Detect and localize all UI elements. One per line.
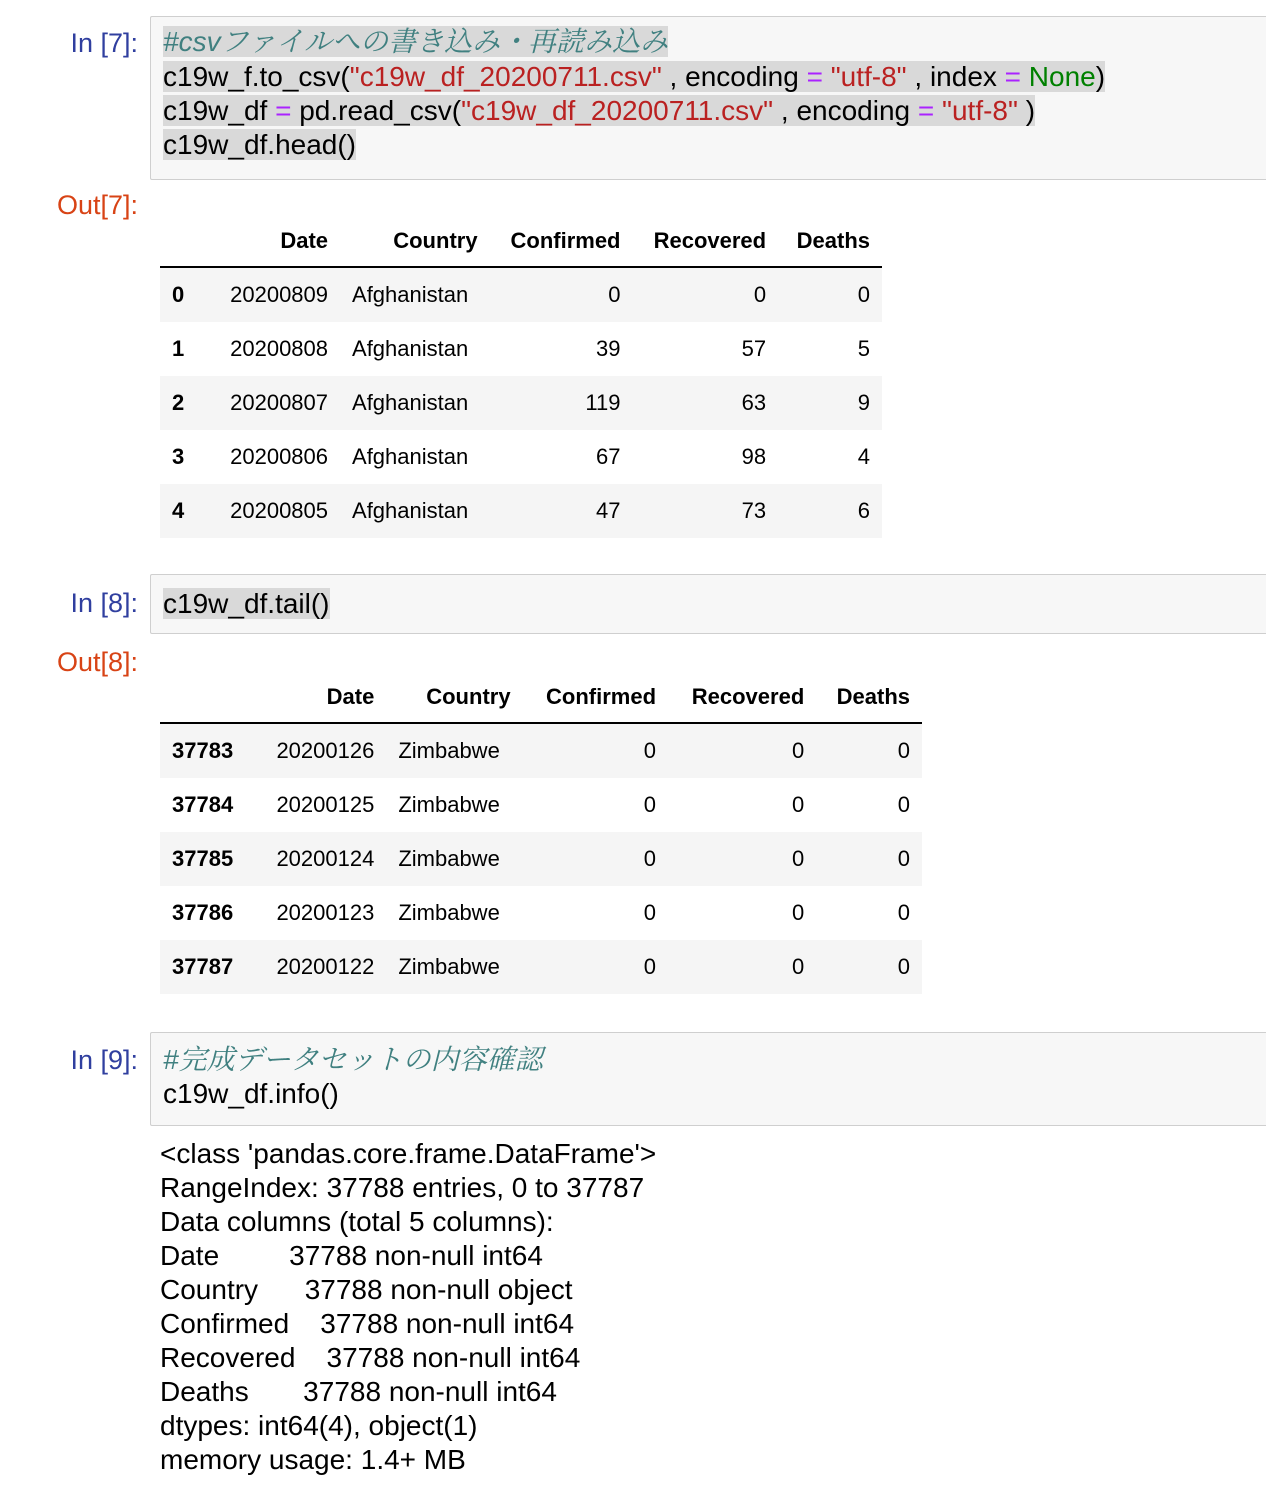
code-line-tail: c19w_df.tail() bbox=[163, 588, 330, 619]
output-line: Deaths 37788 non-null int64 bbox=[160, 1376, 557, 1407]
column-header: Deaths bbox=[778, 216, 882, 267]
output-line: RangeIndex: 37788 entries, 0 to 37787 bbox=[160, 1172, 645, 1203]
cell-country: Afghanistan bbox=[352, 498, 469, 523]
table-row bbox=[160, 832, 922, 886]
cell-country: Afghanistan bbox=[352, 444, 469, 469]
cell-country: Zimbabwe bbox=[398, 846, 500, 871]
column-header: Country bbox=[386, 672, 522, 723]
row-index: 1 bbox=[172, 336, 185, 361]
row-index: 0 bbox=[172, 282, 185, 307]
table-row bbox=[160, 723, 922, 778]
input-prompt: In [9]: bbox=[70, 1045, 138, 1075]
row-index: 4 bbox=[172, 498, 185, 523]
index-header bbox=[160, 672, 254, 723]
row-index: 37787 bbox=[172, 954, 234, 979]
cell-country: Zimbabwe bbox=[398, 738, 500, 763]
column-header: Date bbox=[254, 672, 386, 723]
table-row bbox=[160, 376, 882, 430]
cell-deaths: 9 bbox=[857, 390, 870, 415]
cell-deaths: 0 bbox=[897, 900, 910, 925]
table-row bbox=[160, 778, 922, 832]
column-header: Confirmed bbox=[490, 216, 633, 267]
cell-confirmed: 0 bbox=[643, 846, 657, 871]
row-index: 37786 bbox=[172, 900, 234, 925]
output-prompt: Out[7]: bbox=[56, 190, 138, 220]
cell-recovered: 0 bbox=[792, 792, 805, 817]
cell-country: Afghanistan bbox=[352, 390, 469, 415]
cell-country: Zimbabwe bbox=[398, 792, 500, 817]
cell-date: 20200122 bbox=[276, 954, 375, 979]
table-row bbox=[160, 322, 882, 376]
cell-country: Zimbabwe bbox=[398, 900, 500, 925]
cell-recovered: 0 bbox=[792, 738, 805, 763]
cell-confirmed: 0 bbox=[608, 282, 621, 307]
column-header: Date bbox=[210, 216, 340, 267]
cell-recovered: 0 bbox=[792, 900, 805, 925]
cell-confirmed: 39 bbox=[596, 336, 621, 361]
cell-deaths: 0 bbox=[897, 954, 910, 979]
cell-deaths: 0 bbox=[897, 846, 910, 871]
cell-date: 20200126 bbox=[276, 738, 375, 763]
cell-date: 20200124 bbox=[276, 846, 375, 871]
cell-deaths: 0 bbox=[857, 282, 870, 307]
output-prompt: Out[8]: bbox=[56, 647, 138, 677]
cell-date: 20200806 bbox=[230, 444, 329, 469]
row-index: 3 bbox=[172, 444, 185, 469]
cell-date: 20200809 bbox=[230, 282, 329, 307]
cell-date: 20200808 bbox=[230, 336, 329, 361]
cell-recovered: 0 bbox=[753, 282, 767, 307]
column-header: Confirmed bbox=[523, 672, 668, 723]
cell-country: Afghanistan bbox=[352, 336, 469, 361]
input-prompt: In [8]: bbox=[70, 588, 138, 618]
cell-deaths: 6 bbox=[857, 498, 870, 523]
code-input-area[interactable] bbox=[150, 16, 1266, 180]
cell-confirmed: 47 bbox=[596, 498, 621, 523]
cell-deaths: 0 bbox=[897, 792, 910, 817]
code-comment: #csvファイルへの書き込み・再読み込み bbox=[163, 26, 669, 57]
cell-recovered: 98 bbox=[741, 444, 767, 469]
column-header: Country bbox=[340, 216, 490, 267]
output-line: memory usage: 1.4+ MB bbox=[160, 1444, 466, 1475]
code-line-to-csv: c19w_f.to_csv("c19w_df_20200711.csv" , encoding = "utf-8" , index = None) bbox=[163, 61, 1106, 92]
table-row bbox=[160, 267, 882, 322]
cell-deaths: 5 bbox=[857, 336, 870, 361]
output-line: Recovered 37788 non-null int64 bbox=[160, 1342, 581, 1373]
cell-confirmed: 0 bbox=[643, 792, 657, 817]
code-input-area[interactable] bbox=[150, 574, 1266, 634]
table-row bbox=[160, 484, 882, 538]
cell-recovered: 63 bbox=[741, 390, 767, 415]
column-header: Recovered bbox=[668, 672, 816, 723]
cell-date: 20200805 bbox=[230, 498, 329, 523]
cell-date: 20200123 bbox=[276, 900, 375, 925]
output-line: Date 37788 non-null int64 bbox=[160, 1240, 543, 1271]
code-line-head: c19w_df.head() bbox=[163, 129, 357, 160]
code-input-area[interactable] bbox=[150, 1032, 1266, 1126]
output-line: dtypes: int64(4), object(1) bbox=[160, 1410, 478, 1441]
cell-date: 20200807 bbox=[230, 390, 329, 415]
output-line: Country 37788 non-null object bbox=[160, 1274, 573, 1305]
cell-confirmed: 0 bbox=[643, 738, 657, 763]
cell-deaths: 0 bbox=[897, 738, 910, 763]
table-row bbox=[160, 940, 922, 994]
column-header: Recovered bbox=[633, 216, 779, 267]
dataframe-tail-table bbox=[160, 672, 922, 994]
cell-confirmed: 67 bbox=[596, 444, 621, 469]
table-row bbox=[160, 430, 882, 484]
output-line: <class 'pandas.core.frame.DataFrame'> bbox=[160, 1138, 657, 1169]
row-index: 37785 bbox=[172, 846, 234, 871]
output-line: Data columns (total 5 columns): bbox=[160, 1206, 554, 1237]
cell-deaths: 4 bbox=[857, 444, 870, 469]
cell-confirmed: 0 bbox=[643, 954, 657, 979]
cell-country: Afghanistan bbox=[352, 282, 469, 307]
dataframe-head-table bbox=[160, 216, 882, 538]
output-line: Confirmed 37788 non-null int64 bbox=[160, 1308, 575, 1339]
column-header: Deaths bbox=[816, 672, 922, 723]
code-line-read-csv: c19w_df = pd.read_csv("c19w_df_20200711.csv" , encoding = "utf-8" ) bbox=[163, 95, 1036, 126]
cell-recovered: 73 bbox=[741, 498, 767, 523]
cell-recovered: 0 bbox=[792, 954, 805, 979]
row-index: 2 bbox=[172, 390, 185, 415]
index-header bbox=[160, 216, 210, 267]
cell-confirmed: 119 bbox=[585, 390, 621, 415]
row-index: 37783 bbox=[172, 738, 234, 763]
cell-recovered: 0 bbox=[792, 846, 805, 871]
code-comment: #完成データセットの内容確認 bbox=[163, 1044, 543, 1075]
row-index: 37784 bbox=[172, 792, 234, 817]
cell-recovered: 57 bbox=[741, 336, 767, 361]
cell-confirmed: 0 bbox=[643, 900, 657, 925]
cell-date: 20200125 bbox=[276, 792, 375, 817]
table-header-row bbox=[160, 672, 922, 723]
code-line-info: c19w_df.info() bbox=[163, 1078, 339, 1109]
table-row bbox=[160, 886, 922, 940]
input-prompt: In [7]: bbox=[70, 28, 138, 58]
table-header-row bbox=[160, 216, 882, 267]
cell-country: Zimbabwe bbox=[398, 954, 500, 979]
